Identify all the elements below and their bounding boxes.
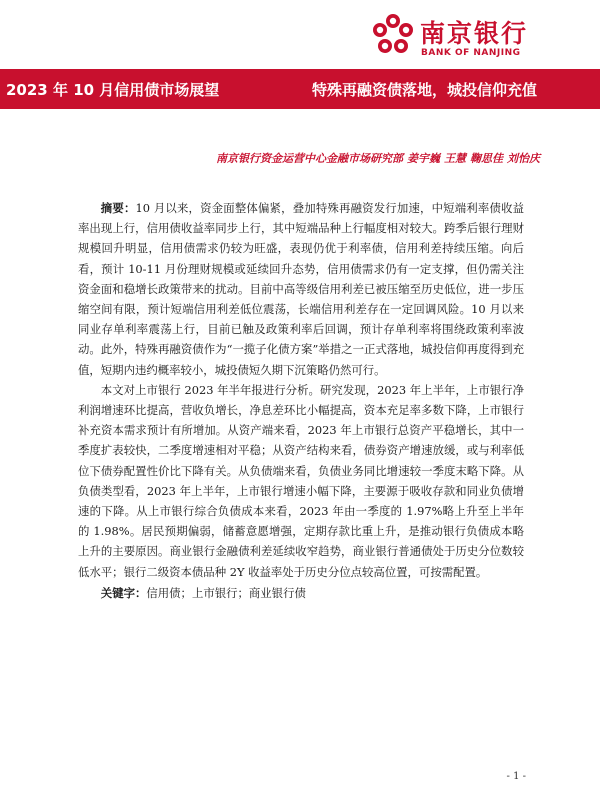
report-banner [0,69,600,109]
bank-name-en: BANK OF NANJING [421,48,521,58]
author-name: 鞠思佳 [470,152,503,165]
author-name: 姜宇巍 [407,152,440,165]
keywords-text: 信用债；上市银行；商业银行债 [146,585,306,600]
report-title: 2023 年 10 月信用债市场展望 [6,81,220,99]
page-number: - 1 - [506,771,526,782]
author-line [212,150,540,166]
author-name: 刘怡庆 [507,152,540,165]
body-paragraph: 本文对上市银行 2023 年半年报进行分析。研究发现，2023 年上半年，上市银行净利润增速环比提高，营收负增长，净息差环比小幅提高，资本充足率多数下降，上市银行补充资本需求预计有所增加。从资产端来看，2023 年上市银行总资产平稳增长，其中一季度扩表较快，二季度增速相对平稳；从资产结构来看，债券资产增速放缓，或与利率低位下债券配置性价比下降有关。从负债端来看，负债业务同比增速较一季度末略下降。从负债类型看，2023 年上半年，上市银行增速小幅下降，主要源于吸收存款和同业负债增速的下降。从上市银行综合负债成本来看，2023 年由一季度的 1.97%略上升至上半年的 1.98%。居民预期偏弱，储蓄意愿增强，定期存款比重上升，是推动银行负债成本略上升的主要原因。商业银行金融债利差延续收窄趋势，商业银行普通债处于历史分位数较低水平；银行二级资本债品种 2Y 收益率处于历史分位点较高位置，可按需配置。 [78,382,524,579]
abstract-label: 摘要： [100,201,136,215]
author-name: 王慧 [444,152,466,165]
abstract-paragraph [78,198,524,380]
bank-logo-icon [371,12,415,56]
keywords-paragraph [78,583,524,603]
page-header [0,0,600,68]
document-body [78,198,524,603]
author-org: 南京银行资金运营中心金融市场研究部 [216,152,403,165]
report-subtitle: 特殊再融资债落地，城投信仰充值 [311,81,537,99]
bank-name-cn: 南京银行 [420,19,529,48]
abstract-text: 10 月以来，资金面整体偏紧，叠加特殊再融资发行加速，中短端利率债收益率出现上行，信用债收益率同步上行，其中短端品种上行幅度相对较大。跨季后银行理财规模回升明显，信用债需求仍较为旺盛，表现仍优于利率债，信用利差持续压缩。向后看，预计 10-11 月份理财规模或延续回升态势，信用债需求仍有一定支撑，但仍需关注资金面和稳增长政策带来的扰动。目前中高等级信用利差已被压缩至历史低位，进一步压缩空间有限，预计短端信用利差低位震荡，长端信用利差存在一定回调风险。10 月以来同业存单利率震荡上行，目前已触及政策利率后回调，预计存单利率将围绕政策利率波动。此外，特殊再融资债作为“一揽子化债方案”举措之一正式落地，城投信仰再度得到充值，短期内违约概率较小，城投债短久期下沉策略仍然可行。 [78,201,524,377]
keywords-label: 关键字： [100,585,147,600]
